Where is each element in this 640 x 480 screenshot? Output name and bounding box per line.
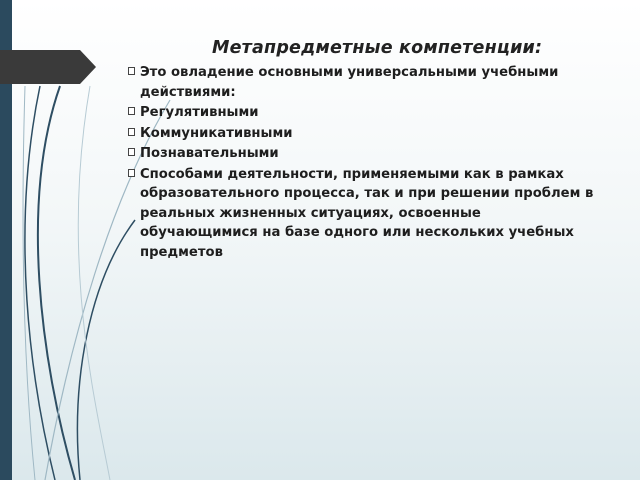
list-item <box>128 103 598 123</box>
list-item-text: Коммуникативными <box>140 125 293 141</box>
list-item-text: Регулятивными <box>140 105 259 120</box>
slide-content <box>128 38 598 263</box>
list-item-text: Способами деятельности, применяемыми как в рамках образовательного процесса, так и при решении проблем в реальных жизненных ситуациях, освоенные обучающимися на базе одного или нескольких учебных предметов <box>140 166 594 260</box>
checkbox-bullet-icon <box>128 128 135 136</box>
curve-6 <box>78 86 110 480</box>
list-item-text: Познавательными <box>140 146 279 161</box>
bullet-list <box>128 63 598 262</box>
checkbox-bullet-icon <box>128 169 135 177</box>
list-item-text: Это овладение основными универсальными учебными действиями: <box>140 65 559 100</box>
curve-3 <box>77 220 135 480</box>
heading-text: Метапредметные компетенции: <box>212 38 543 58</box>
list-item <box>128 144 598 164</box>
arrow-pointer-shape <box>0 50 96 84</box>
checkbox-bullet-icon <box>128 107 135 115</box>
list-item <box>128 124 598 144</box>
checkbox-bullet-icon <box>128 148 135 156</box>
list-item <box>128 165 598 263</box>
checkbox-bullet-icon <box>128 67 135 75</box>
slide-heading <box>128 38 598 59</box>
list-item <box>128 63 598 102</box>
curve-5 <box>23 86 35 480</box>
